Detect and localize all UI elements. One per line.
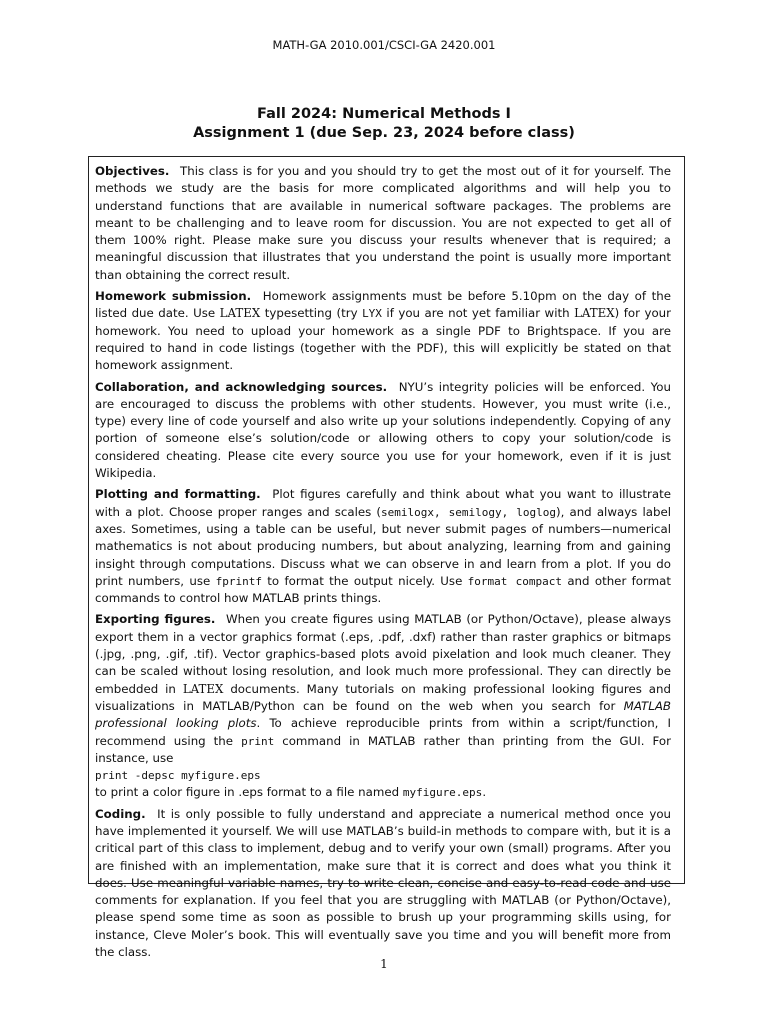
homework-text-4: ) for your homework. You need to upload your homework as a single PDF to Brightspace. If you are required to hand in code listings (together with the PDF), this will explicitly be stated on that homework assignment. <box>95 306 672 373</box>
assignment-due-title: Assignment 1 (due Sep. 23, 2024 before class) <box>193 125 575 141</box>
format-compact-code: format compact <box>467 574 562 588</box>
lyx-logo: LYX <box>362 307 382 321</box>
coding-heading: Coding. <box>95 806 146 821</box>
instructions-content <box>95 163 671 961</box>
homework-heading: Homework submission. <box>95 289 252 304</box>
coding-text: It is only possible to fully understand and appreciate a numerical method once you have implemented it yourself. We will use MATLAB’s build-in methods to compare with, but it is a critical part of this class to implement, debug and to verify your own (small) programs. After you are finished with an implementation, make sure that it is correct and does what you think it does. Use meaningful variable names, try to write clean, concise and easy-to-read code and use comments for explanation. If you feel that you are struggling with MATLAB (or Python/Octave), please spend some time as soon as possible to brush up your programming skills using, for instance, Cleve Moler’s book. This will eventually save you time and you will benefit more from the class. <box>95 806 672 960</box>
fprintf-code: fprintf <box>215 574 262 588</box>
search-phrase: MATLAB professional looking plots <box>95 698 671 731</box>
exporting-paragraph <box>95 611 671 801</box>
plotting-paragraph <box>95 486 671 607</box>
collaboration-paragraph <box>95 379 671 483</box>
homework-text-3: if you are not yet familiar with <box>381 306 575 321</box>
latex-logo: LATEX <box>574 306 615 321</box>
plotting-heading: Plotting and formatting. <box>95 487 261 502</box>
exporting-text-6: . <box>482 785 487 800</box>
collaboration-heading: Collaboration, and acknowledging sources. <box>95 379 388 394</box>
plotting-text-1: Plot figures carefully and think about what you want to illustrate with a plot. Choose proper ranges and scales ( <box>95 487 672 519</box>
exporting-text-5: to print a color figure in .eps format to a file named <box>95 785 403 800</box>
objectives-heading: Objectives. <box>95 164 170 178</box>
title-block <box>0 105 768 143</box>
exporting-text-2: documents. Many tutorials on making professional looking figures and visualizations in MATLAB/Python can be found on the web when you search for <box>95 681 671 713</box>
objectives-paragraph <box>95 163 671 284</box>
page-number: 1 <box>380 957 388 971</box>
print-example-code: print -depsc myfigure.eps <box>95 769 261 783</box>
scale-functions-code: semilogx, semilogy, loglog <box>381 505 556 519</box>
homework-paragraph <box>95 288 671 374</box>
homework-text-1: Homework assignments must be before 5.10pm on the day of the listed due date. Use <box>95 289 672 321</box>
course-header: MATH-GA 2010.001/CSCI-GA 2420.001 <box>272 38 496 52</box>
assignment-term-title: Fall 2024: Numerical Methods I <box>257 106 511 122</box>
objectives-text: This class is for you and you should try to get the most out of it for yourself. The methods we study are the basis for more complicated algorithms and will help you to understand functions that are available in numerical software packages. The problems are meant to be challenging and to leave room for discussion. You are not expected to get all of them 100% right. Please make sure you discuss your results whenever that is required; a meaningful discussion that illustrates that you understand the point is usually more important than obtaining the correct result. <box>95 164 671 282</box>
homework-text-2: typesetting (try <box>260 306 363 321</box>
exporting-text-4: command in MATLAB rather than printing from the GUI. For instance, use <box>95 733 671 765</box>
collaboration-text: NYU’s integrity policies will be enforced. You are encouraged to discuss the problems with other students. However, you must write (i.e., type) every line of code yourself and also write up your solutions independently. Copying of any portion of someone else’s solution/code or allowing others to copy your solution/code is considered cheating. Please cite every source you use for your homework, even if it is just Wikipedia. <box>95 379 672 481</box>
exporting-text-3: . To achieve reproducible prints from within a script/function, I recommend using the <box>95 716 671 748</box>
exporting-text-1: When you create figures using MATLAB (or Python/Octave), please always export them in a vector graphics format (.eps, .pdf, .dxf) rather than raster graphics or bitmaps (.jpg, .png, .gif, .tif). Vector graphics-based plots avoid pixelation and look much cleaner. They can be scaled without losing resolution, and look much more professional. They can directly be embedded in <box>95 612 672 696</box>
plotting-text-4: and other format commands to control how MATLAB prints things. <box>95 573 671 606</box>
plotting-text-2: ), and always label axes. Sometimes, using a table can be useful, but never submit pages of numbers—numerical mathematics is not about producing numbers, but about analyzing, learning from and gaining insight through computations. Discuss what we can observe in and learn from a plot. If you do print numbers, use <box>95 504 672 588</box>
filename-code: myfigure.eps <box>402 786 483 800</box>
print-command-code: print <box>241 734 275 748</box>
coding-paragraph <box>95 806 671 962</box>
latex-logo: LATEX <box>219 306 261 321</box>
exporting-heading: Exporting figures. <box>95 612 216 627</box>
latex-logo: LATEX <box>182 681 224 696</box>
plotting-text-3: to format the output nicely. Use <box>261 573 468 588</box>
